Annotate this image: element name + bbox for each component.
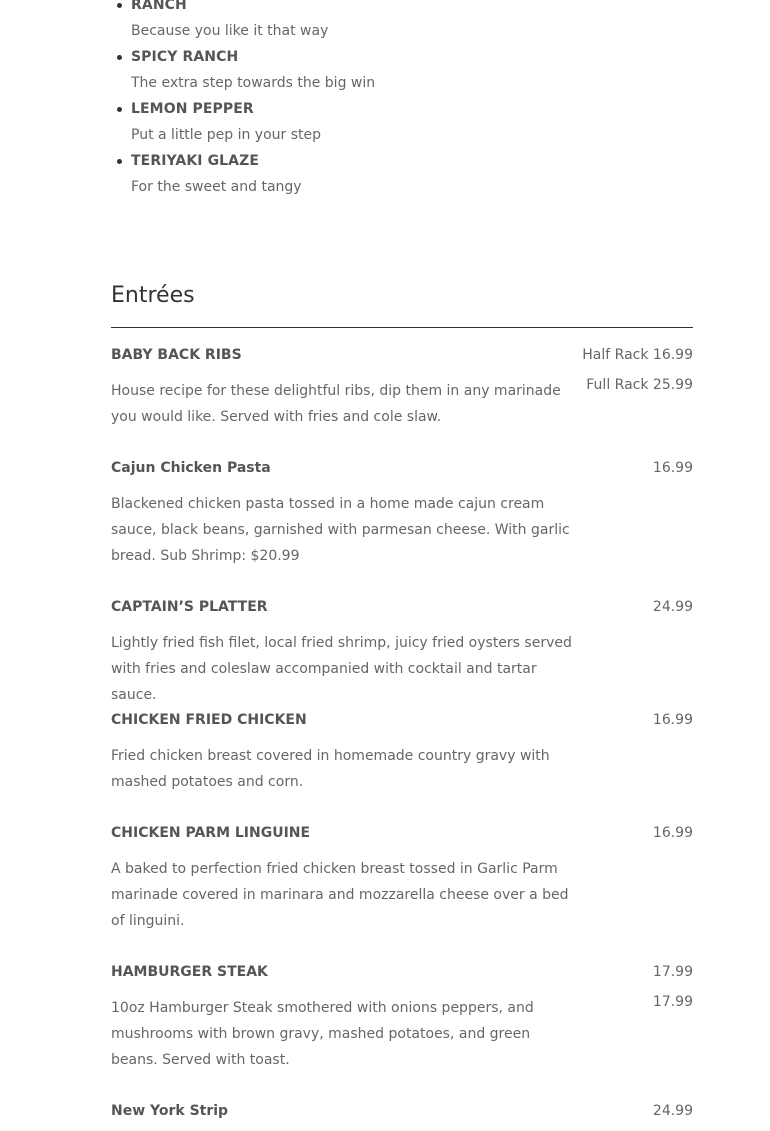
item-description: Blackened chicken pasta tossed in a home made cajun cream sauce, black beans, garnished with parmesan cheese. With garlic bread. Sub Shrimp: $20.99 — [111, 496, 570, 564]
sauce-description: For the sweet and tangy — [131, 179, 302, 195]
sauce-name: SPICY RANCH — [131, 49, 239, 65]
sauce-item — [131, 44, 691, 96]
item-price: Half Rack 16.99 — [582, 347, 693, 363]
sauce-name: TERIYAKI GLAZE — [131, 153, 260, 169]
item-price: 17.99 — [652, 964, 693, 980]
sauce-description: Put a little pep in your step — [131, 127, 322, 143]
item-description: House recipe for these delightful ribs, dip them in any marinade you would like. Served with fries and cole slaw. — [111, 383, 561, 425]
sauce-list — [111, 0, 691, 200]
item-price: 16.99 — [652, 825, 693, 841]
sauce-description: The extra step towards the big win — [131, 75, 376, 91]
sauce-name: RANCH — [131, 0, 187, 13]
item-description: 10oz Hamburger Steak smothered with onions peppers, and mushrooms with brown gravy, mashed potatoes, and green beans. Served with toast. — [111, 1000, 534, 1068]
item-name: BABY BACK RIBS — [111, 347, 242, 363]
item-description: Fried chicken breast covered in homemade country gravy with mashed potatoes and corn. — [111, 748, 550, 790]
item-description: Lightly fried fish filet, local fried shrimp, juicy fried oysters served with fries and coleslaw accompanied with cocktail and tartar sauce. — [111, 635, 572, 703]
item-price: 24.99 — [652, 599, 693, 615]
bullet-icon — [117, 107, 122, 112]
sauce-item — [131, 0, 691, 44]
item-prices — [653, 823, 693, 853]
item-price: 16.99 — [652, 460, 693, 476]
sauce-item — [131, 148, 691, 200]
item-prices — [653, 597, 693, 627]
item-name: Cajun Chicken Pasta — [111, 460, 271, 476]
item-name: CHICKEN PARM LINGUINE — [111, 825, 311, 841]
bullet-icon — [117, 55, 122, 60]
item-name: New York Strip — [111, 1103, 229, 1119]
item-name: HAMBURGER STEAK — [111, 964, 268, 980]
item-prices — [653, 710, 693, 740]
item-prices — [653, 1101, 693, 1131]
item-price: 17.99 — [652, 994, 693, 1010]
sauce-item — [131, 96, 691, 148]
item-prices — [653, 458, 693, 488]
item-prices — [653, 962, 693, 1022]
bullet-icon — [117, 3, 122, 8]
item-prices — [582, 345, 693, 405]
sauce-name: LEMON PEPPER — [131, 101, 254, 117]
item-price: 24.99 — [652, 1103, 693, 1119]
item-name: CHICKEN FRIED CHICKEN — [111, 712, 307, 728]
section-title-entrees: Entrées — [111, 283, 195, 308]
item-name: CAPTAIN’S PLATTER — [111, 599, 268, 615]
item-price: 16.99 — [652, 712, 693, 728]
section-divider — [111, 327, 693, 328]
sauce-description: Because you like it that way — [131, 23, 329, 39]
bullet-icon — [117, 159, 122, 164]
item-description: A baked to perfection fried chicken breast tossed in Garlic Parm marinade covered in marinara and mozzarella cheese over a bed of linguini. — [111, 861, 569, 929]
item-price: Full Rack 25.99 — [586, 377, 693, 393]
